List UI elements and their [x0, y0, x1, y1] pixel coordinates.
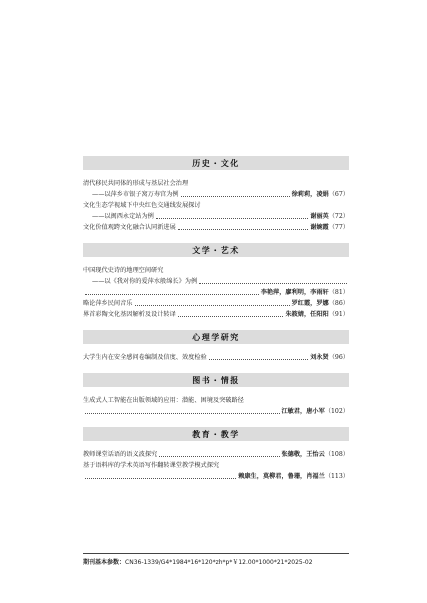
section-title: 图书・情报 — [192, 374, 240, 385]
entry-author-line — [83, 406, 349, 417]
entry-page: （72） — [328, 213, 349, 220]
section-header — [83, 156, 349, 170]
entry-title: 教师课堂话语的语义波探究 — [83, 451, 158, 458]
entry-title: 文化价值观跨文化融合认同新进展 — [83, 224, 176, 231]
entry-title: 略论萍乡民间音乐 — [83, 300, 133, 307]
dot-leader — [85, 406, 280, 414]
entry-subtitle-line — [83, 211, 349, 222]
toc-entry — [83, 449, 349, 460]
entry-author: 朱筱婧，任阳阳 — [285, 311, 329, 318]
entry-author: 徐莉莉，凌娟 — [291, 191, 329, 198]
entry-subtitle: ——以《我对你的爱萍水般绵长》为例 — [92, 278, 198, 285]
section-title: 心理学研究 — [192, 331, 240, 342]
entry-subtitle: ——以闽西永定站为例 — [92, 213, 154, 220]
toc-entry — [83, 460, 349, 482]
entry-title: 生成式人工智能在出版领域的应用：潜能、困境及突破路径 — [83, 397, 244, 404]
dot-leader — [181, 189, 290, 197]
entry-page: （91） — [328, 311, 349, 318]
dot-leader — [135, 298, 290, 306]
entry-title: 基于语料库的学术英语写作翻转课堂教学模式探究 — [83, 462, 220, 469]
toc-entry — [83, 395, 349, 417]
entry-page: （77） — [328, 224, 349, 231]
entry-page: （113） — [324, 473, 349, 480]
footer-value: CN36-1339/G4*1984*16*120*zh*p*￥12.00*1000*21*2025-02 — [125, 559, 313, 566]
table-of-contents — [83, 156, 349, 482]
entry-page: （67） — [328, 191, 349, 198]
toc-entry — [83, 178, 349, 200]
entry-author: 江敏君，唐小军 — [281, 408, 325, 415]
dot-leader — [156, 211, 308, 219]
journal-parameters — [83, 553, 349, 566]
section-title: 教育・教学 — [192, 428, 240, 439]
entry-line — [83, 309, 349, 320]
entry-author: 谢丽英 — [310, 213, 329, 220]
section-header — [83, 243, 349, 257]
entry-subtitle-line — [83, 189, 349, 200]
entry-title: 中国现代史诗的地理空间研究 — [83, 267, 164, 274]
entry-author: 张德敬，王怡云 — [281, 451, 325, 458]
entry-page: （96） — [328, 354, 349, 361]
footer-label: 期刊基本参数： — [83, 559, 126, 566]
section-header — [83, 373, 349, 387]
dot-leader — [85, 471, 236, 479]
entry-author: 赖康生，莫柳君，鲁珊，肖福兰 — [238, 473, 325, 480]
dot-leader — [199, 276, 347, 284]
toc-entry — [83, 352, 349, 363]
toc-entry — [83, 298, 349, 309]
entry-line — [83, 298, 349, 309]
entry-title: 大学生内在安全感问卷编制及信度、效度检验 — [83, 354, 207, 361]
entry-line — [83, 352, 349, 363]
dot-leader — [85, 287, 259, 295]
toc-entry — [83, 265, 349, 298]
entry-author: 李艳萍，廖利明，李雨轩 — [260, 289, 329, 296]
dot-leader — [178, 222, 308, 230]
entry-author-line — [83, 287, 349, 298]
section-header — [83, 427, 349, 441]
entry-author: 罗红霞，罗娜 — [291, 300, 329, 307]
entry-subtitle: ——以萍乡市银子窝万寿宫为例 — [92, 191, 179, 198]
entry-line — [83, 449, 349, 460]
entry-title: 清代移民共同体的形成与基层社会治理 — [83, 180, 189, 187]
entry-author: 刘永贤 — [310, 354, 329, 361]
section-title: 文学・艺术 — [192, 244, 240, 255]
dot-leader — [209, 352, 308, 360]
dot-leader — [159, 449, 279, 457]
entry-page: （102） — [324, 408, 349, 415]
entry-title: 文化生态学视域下中央红色交通线发展探讨 — [83, 202, 201, 209]
section-title: 历史・文化 — [192, 157, 240, 168]
entry-line — [83, 222, 349, 233]
entry-subtitle-line — [83, 276, 349, 287]
dot-leader — [178, 309, 284, 317]
toc-entry — [83, 222, 349, 233]
entry-title: 界首彩陶文化基因解析及设计转译 — [83, 311, 176, 318]
entry-author-line — [83, 471, 349, 482]
toc-entry — [83, 309, 349, 320]
section-header — [83, 330, 349, 344]
entry-page: （81） — [328, 289, 349, 296]
entry-author: 谢婉霞 — [310, 224, 329, 231]
entry-page: （108） — [324, 451, 349, 458]
toc-entry — [83, 200, 349, 222]
entry-page: （86） — [328, 300, 349, 307]
